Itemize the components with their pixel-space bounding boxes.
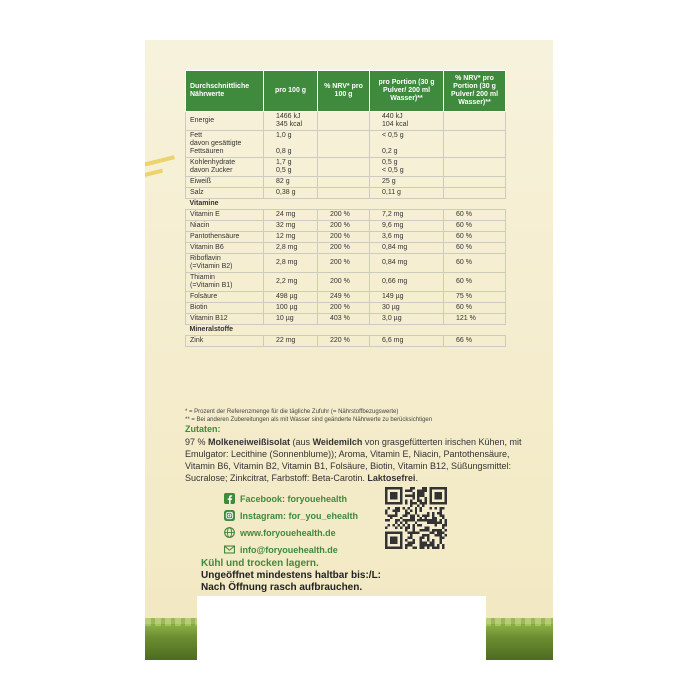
storage-line-3: Nach Öffnung rasch aufbrauchen. (201, 582, 363, 593)
table-row (186, 303, 506, 314)
storage-line-2: Ungeöffnet mindestens haltbar bis:/L: (201, 570, 382, 581)
nutrient-value: 82 g (264, 177, 318, 188)
nutrient-name: Biotin (186, 303, 264, 314)
nutrient-value: 60 % (444, 273, 506, 292)
nutrient-value: 0,11 g (370, 188, 444, 199)
header-nrv-portion: % NRV* pro Portion (30 g Pulver/ 200 ml Wasser)** (444, 71, 506, 112)
nutrient-name: Vitamin E (186, 210, 264, 221)
section-label: Mineralstoffe (186, 325, 506, 336)
nutrient-value: 3,0 µg (370, 314, 444, 325)
header-per-100g: pro 100 g (264, 71, 318, 112)
nutrient-value (318, 158, 370, 177)
nutrient-value: 60 % (444, 221, 506, 232)
mail-icon (224, 544, 235, 555)
nutrient-name: Niacin (186, 221, 264, 232)
qr-code[interactable] (385, 487, 447, 549)
nutrient-value: 200 % (318, 243, 370, 254)
website-link[interactable]: www.foryouehealth.de (224, 524, 358, 541)
nutrient-value (444, 188, 506, 199)
nutrient-value: 220 % (318, 336, 370, 347)
storage-instructions (201, 558, 381, 594)
table-row (186, 292, 506, 303)
decorative-stripe (145, 155, 175, 169)
nutrient-name: Pantothensäure (186, 232, 264, 243)
table-row (186, 221, 506, 232)
nutrient-value (318, 188, 370, 199)
header-nutrient: Durchschnittliche Nährwerte (186, 71, 264, 112)
nutrient-value: 200 % (318, 273, 370, 292)
nutrient-value: 6,6 mg (370, 336, 444, 347)
storage-line-1: Kühl und trocken lagern. (201, 558, 319, 569)
nutrient-name: Vitamin B12 (186, 314, 264, 325)
footnote-nrv: * = Prozent der Referenzmenge für die tägliche Zufuhr (= Nährstoffbezugswerte) (185, 409, 399, 415)
ingredients-title: Zutaten: (185, 424, 221, 434)
header-nrv-100g: % NRV* pro 100 g (318, 71, 370, 112)
email-link[interactable]: info@foryouehealth.de (224, 541, 358, 558)
nutrient-value: 1,7 g 0,5 g (264, 158, 318, 177)
footnotes (185, 408, 515, 424)
nutrient-name: Folsäure (186, 292, 264, 303)
table-row (186, 243, 506, 254)
nutrient-value: 2,8 mg (264, 254, 318, 273)
nutrient-value: 100 µg (264, 303, 318, 314)
table-row (186, 188, 506, 199)
nutrient-name: Thiamin (=Vitamin B1) (186, 273, 264, 292)
nutrient-value: 440 kJ 104 kcal (370, 112, 444, 131)
instagram-icon (224, 510, 235, 521)
table-row (186, 273, 506, 292)
nutrient-value (444, 177, 506, 188)
nutrient-value (444, 112, 506, 131)
nutrient-value: 2,8 mg (264, 243, 318, 254)
nutrient-value: 1,0 g 0,8 g (264, 131, 318, 158)
nutrient-value: 1466 kJ 345 kcal (264, 112, 318, 131)
facebook-link[interactable]: Facebook: foryouehealth (224, 490, 358, 507)
nutrient-value: 22 mg (264, 336, 318, 347)
footnote-portion: ** = Bei anderen Zubereitungen als mit Wasser sind geänderte Nährwerte zu berücksichtigen (185, 417, 433, 423)
nutrient-value: 7,2 mg (370, 210, 444, 221)
table-row (186, 210, 506, 221)
nutrient-value: 200 % (318, 254, 370, 273)
instagram-link[interactable]: Instagram: for_you_ehealth (224, 507, 358, 524)
nutrient-value: 60 % (444, 243, 506, 254)
nutrient-value (318, 112, 370, 131)
table-row (186, 314, 506, 325)
nutrient-name: Riboflavin (=Vitamin B2) (186, 254, 264, 273)
nutrient-value: 0,84 mg (370, 254, 444, 273)
nutrient-value (444, 131, 506, 158)
nutrient-name: Kohlenhydrate davon Zucker (186, 158, 264, 177)
table-row (186, 158, 506, 177)
nutrient-value: 66 % (444, 336, 506, 347)
table-section-row (186, 199, 506, 210)
nutrient-value: < 0,5 g 0,2 g (370, 131, 444, 158)
nutrient-value: 10 µg (264, 314, 318, 325)
nutrient-value: 249 % (318, 292, 370, 303)
table-section-row (186, 325, 506, 336)
nutrient-value: 24 mg (264, 210, 318, 221)
nutrient-value: 200 % (318, 210, 370, 221)
ingredients-text: 97 % Molkeneiweißisolat (aus Weidemilch von grasgefütterten irischen Kühen, mit Emulgator: Lecithine (Sonnenblume)); Aroma, Vitamin E, Niacin, Pantothensäure, Vitamin B6, Vitamin B2, Vitamin B1, Folsäure, Biotin, Vitamin B12, Süßungsmittel: Sucralose; Zinkcitrat, Farbstoff: Beta-Carotin. Laktosefrei. (185, 437, 522, 483)
nutrition-table-header (186, 71, 506, 112)
table-row (186, 336, 506, 347)
nutrient-value: 498 µg (264, 292, 318, 303)
nutrient-value: 60 % (444, 232, 506, 243)
nutrient-value: 30 µg (370, 303, 444, 314)
table-row (186, 131, 506, 158)
nutrient-name: Vitamin B6 (186, 243, 264, 254)
nutrient-value: 0,84 mg (370, 243, 444, 254)
nutrient-value: 9,6 mg (370, 221, 444, 232)
nutrient-value: 60 % (444, 303, 506, 314)
nutrient-value (318, 131, 370, 158)
nutrient-value: 200 % (318, 303, 370, 314)
nutrient-value (318, 177, 370, 188)
nutrient-value: 32 mg (264, 221, 318, 232)
nutrient-name: Energie (186, 112, 264, 131)
blank-area (197, 596, 486, 700)
table-row (186, 232, 506, 243)
header-per-portion: pro Portion (30 g Pulver/ 200 ml Wasser)** (370, 71, 444, 112)
nutrient-name: Salz (186, 188, 264, 199)
nutrient-value: 200 % (318, 232, 370, 243)
nutrient-value: 0,66 mg (370, 273, 444, 292)
table-row (186, 112, 506, 131)
nutrient-value: 60 % (444, 210, 506, 221)
decorative-stripe (145, 169, 163, 180)
nutrient-value: 3,6 mg (370, 232, 444, 243)
nutrient-value: 200 % (318, 221, 370, 232)
globe-icon (224, 527, 235, 538)
facebook-icon (224, 493, 235, 504)
table-row (186, 254, 506, 273)
nutrient-value: 12 mg (264, 232, 318, 243)
nutrient-value: 60 % (444, 254, 506, 273)
nutrient-name: Fett davon gesättigte Fettsäuren (186, 131, 264, 158)
nutrient-name: Zink (186, 336, 264, 347)
section-label: Vitamine (186, 199, 506, 210)
nutrient-value: 2,2 mg (264, 273, 318, 292)
table-row (186, 177, 506, 188)
nutrient-value: 0,5 g < 0,5 g (370, 158, 444, 177)
nutrition-table (185, 70, 506, 347)
nutrient-value (444, 158, 506, 177)
nutrient-value: 403 % (318, 314, 370, 325)
contact-list (224, 490, 358, 558)
nutrient-value: 0,38 g (264, 188, 318, 199)
nutrient-value: 149 µg (370, 292, 444, 303)
nutrient-name: Eiweiß (186, 177, 264, 188)
nutrient-value: 25 g (370, 177, 444, 188)
nutrient-value: 75 % (444, 292, 506, 303)
nutrient-value: 121 % (444, 314, 506, 325)
